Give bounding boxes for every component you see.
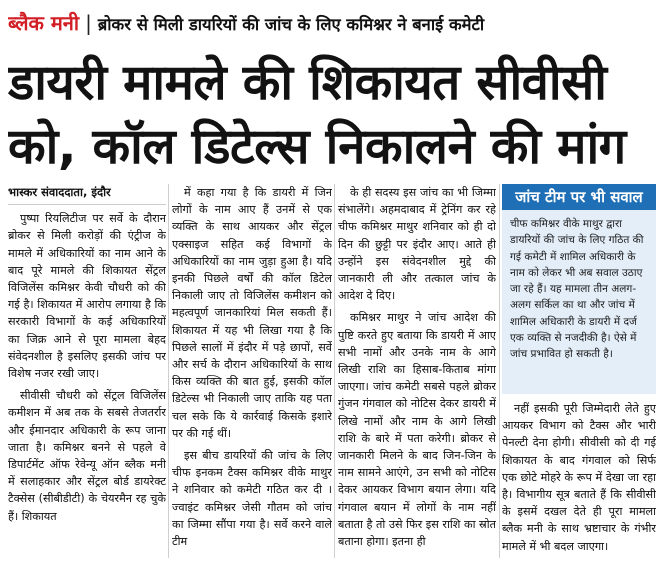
kicker-separator: | [85, 11, 92, 35]
article-column-4 [502, 400, 656, 558]
paragraph: इस बीच डायरियों की जांच के लिए चीफ इनकम टैक्स कमिश्नर वीके माथुर ने शनिवार को कमेटी गठित कर दी । ज्वाइंट कमिश्नर जेसी गौतम को जांच का जिम्मा सौंपा गया है। सर्वे करने वाले टीम [172, 449, 332, 549]
sidebar-box [502, 184, 656, 394]
article-column-2 [172, 184, 332, 558]
section-tag: ब्लैक मनी [8, 11, 80, 35]
paragraph: में कहा गया है कि डायरी में जिन लोगों के नाम आए हैं उनमें से एक व्यक्ति के साथ आयकर और सेंट्रल एक्साइज सहित कई विभागों के अधिकारियों का नाम जुड़ा हुआ है। यदि इनकी पिछले वर्षों की कॉल डिटेल निकाली जाए तो विजिलेंस कमीशन को महत्वपूर्ण जानकारियां मिल सकती हैं। शिकायत में यह भी लिखा गया है कि पिछले सालों में इंदौर में पड़े छापों, सर्वे और सर्च के दौरान अधिकारियों के साथ किस व्यक्ति की बात हुई, इसकी कॉल डिटेल्स भी निकाली जाए ताकि यह पता चल सके कि ये कार्रवाई किसके इशारे पर की गई थीं। [172, 186, 332, 440]
paragraph: सीवीसी चौधरी को सेंट्रल विजिलेंस कमीशन में अब तक के सबसे तेजतर्रार और ईमानदार अधिकारी के रूप जाना जाता है। कमिश्नर बनने से पहले वे डिपार्टमेंट ऑफ रेवेन्यू ऑन ब्लैक मनी में सलाहकार और सेंट्रल बोर्ड डायरेक्ट टैक्सेस (सीबीडीटी) के चेयरमैन रह चुके हैं। शिकायत [8, 389, 166, 523]
paragraph: कमिश्नर माथुर ने जांच आदेश की पुष्टि करते हुए बताया कि डायरी में आए सभी नामों और उनके नाम के आगे लिखी राशि का हिसाब-किताब मांगा जाएगा। जांच कमेटी सबसे पहले ब्रोकर गुंजन गंगवाल को नोटिस देकर डायरी में लिखे नामों और नाम के आगे लिखी राशि के बारे में पता करेगी। ब्रोकर से जानकारी मिलने के बाद जिन-जिन के नाम सामने आएंगे, उन सभी को नोटिस देकर आयकर विभाग बयान लेगा। यदि गंगवाल बयान में लोगों के नाम नहीं बताता है तो उसे फिर इस राशि का स्रोत बताना होगा। इतना ही [338, 311, 496, 549]
column-divider [334, 184, 335, 558]
paragraph: नहीं इसकी पूरी जिम्मेदारी लेते हुए आयकर विभाग को टैक्स और भारी पेनल्टी देना होगी। सीवीसी को दी गई शिकायत के बाद गंगवाल को सिर्फ एक छोटे मोहरे के रूप में देखा जा रहा है। विभागीय सूत्र बताते हैं कि सीवीसी के इसमें दखल देते ही पूरा मामला ब्लैक मनी के साथ भ्रष्टाचार के गंभीर मामले में भी बदल जाएगा। [502, 402, 656, 553]
column-divider [499, 184, 500, 558]
sidebar-text: चीफ कमिश्नर वीके माथुर द्वारा डायरियों की जांच के लिए गठित की गई कमेटी में शामिल अधिकारी के नाम को लेकर भी अब सवाल उठाए जा रहे हैं। यह मामला तीन अलग-अलग सर्किल का था और जांच में शामिल अधिकारी के डायरी में दर्ज एक व्यक्ति से नजदीकी है। ऐसे में जांच प्रभावित हो सकती है। [510, 218, 644, 361]
sidebar-title: जांच टीम पर भी सवाल [502, 184, 656, 210]
kicker [8, 8, 656, 38]
deck-line: ब्रोकर से मिली डायरियों की जांच के लिए कमिश्नर ने बनाई कमेटी [97, 15, 485, 34]
headline-line-2: को, कॉल डिटेल्स निकालने की मांग [8, 118, 626, 175]
byline: भास्कर संवाददाता, इंदौर [8, 184, 166, 205]
column-divider [168, 184, 169, 558]
paragraph: के ही सदस्य इस जांच का भी जिम्मा संभालेंगे। अहमदाबाद में ट्रेनिंग कर रहे चीफ कमिश्नर माथुर शनिवार को ही दो दिन की छुट्टी पर इंदौर आए। आते ही उन्होंने इस संवेदनशील मुद्दे की जानकारी ली और तत्काल जांच के आदेश दे दिए। [338, 186, 496, 303]
paragraph: पुष्पा रियलिटीज पर सर्वे के दौरान ब्रोकर से मिली करोड़ों की एंट्रीज के मामले में अधिकारियों का नाम आने के बाद पूरे मामले की शिकायत सेंट्रल विजिलेंस कमिश्नर केवी चौधरी को की गई है। शिकायत में आरोप लगाया है कि सरकारी विभागों के कई अधिकारियों का जिक्र आने से पूरा मामला बेहद संवेदनशील है इसलिए इसकी जांच पर विशेष नजर रखी जाए। [8, 212, 166, 381]
article-column-1 [8, 184, 166, 558]
article-column-3 [338, 184, 496, 558]
headline-line-1: डायरी मामले की शिकायत सीवीसी [8, 54, 607, 111]
